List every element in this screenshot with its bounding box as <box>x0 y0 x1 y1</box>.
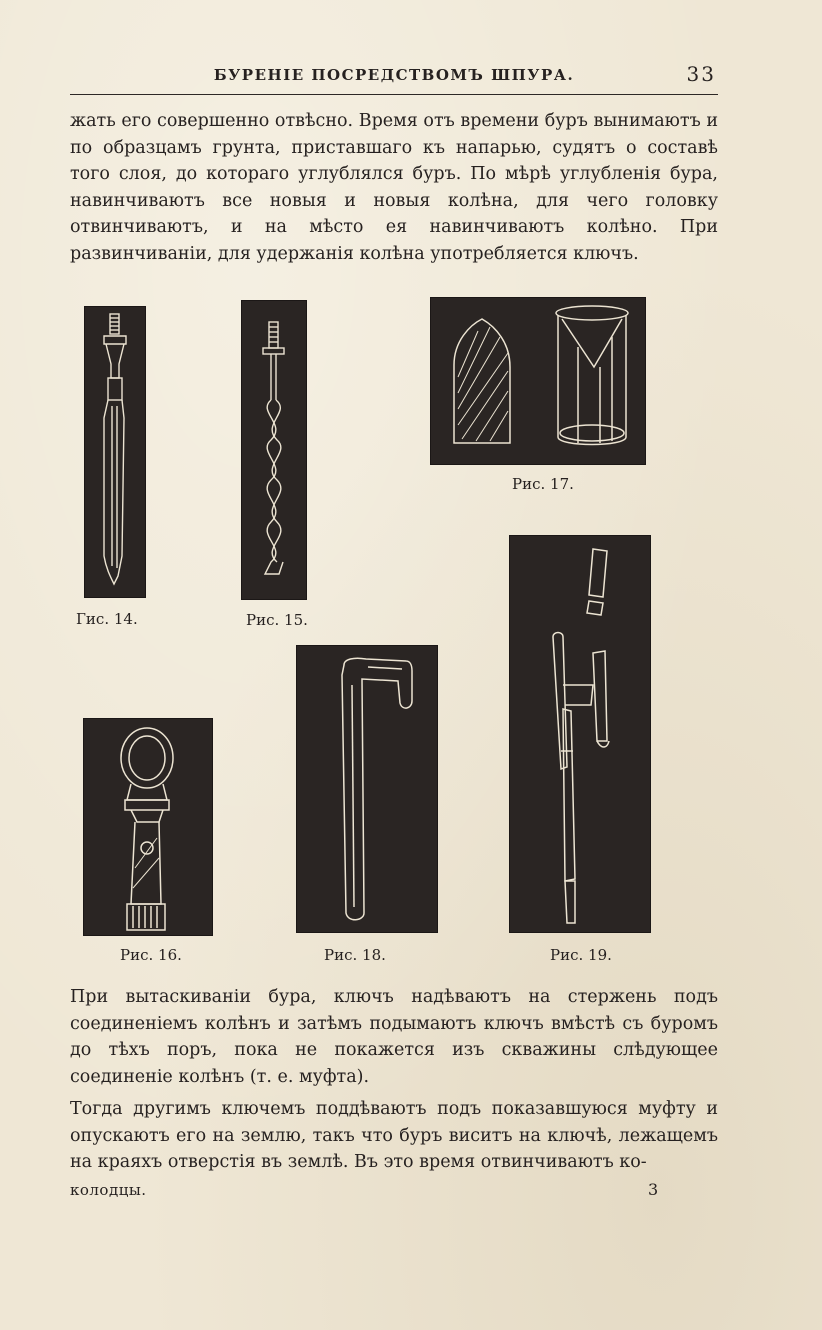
figure-17-bits <box>430 297 646 465</box>
figure-16-swivel <box>83 718 213 936</box>
footer-sheet-number: 3 <box>648 1180 659 1199</box>
caption-fig-14: Гис. 14. <box>76 610 138 628</box>
header-title: БУРЕНІЕ ПОСРЕДСТВОМЪ ШПУРА. <box>213 66 575 84</box>
figure-14-auger <box>84 306 146 598</box>
footer-signature: колодцы. <box>70 1181 147 1199</box>
caption-fig-16: Рис. 16. <box>120 946 182 964</box>
caption-fig-18: Рис. 18. <box>324 946 386 964</box>
paragraph-top: жать его совершенно отвѣсно. Время отъ времени буръ вынимаютъ и по образцамъ грунта, приставшаго къ напарью, судятъ о составѣ того слоя, до котораго углублялся буръ. По мѣрѣ углубленія бура, навинчиваютъ все новыя и новыя колѣна, для чего головку отвинчиваютъ, и на мѣсто ея навинчиваютъ колѣно. При развинчиваніи, для удержанія колѣна употребляется ключъ. <box>70 111 718 264</box>
auger-illustration <box>84 306 146 598</box>
paragraph-middle: При вытаскиваніи бура, ключъ надѣваютъ на стержень подъ соединеніемъ колѣнъ и затѣмъ подымаютъ ключъ вмѣстѣ съ буромъ до тѣхъ поръ, пока не покажется изъ скважины слѣдующее соединеніе колѣнъ (т. е. муфта). <box>70 987 718 1087</box>
caption-fig-15: Рис. 15. <box>246 611 308 629</box>
figure-15-spiral-auger <box>241 300 307 600</box>
figure-19-key <box>509 535 651 933</box>
hook-rod-illustration <box>296 645 438 933</box>
key-illustration <box>509 535 651 933</box>
page-number: 33 <box>686 62 716 86</box>
spiral-auger-illustration <box>241 300 307 600</box>
paragraph-bottom: Тогда другимъ ключемъ поддѣваютъ подъ показавшуюся муфту и опускаютъ его на землю, такъ что буръ виситъ на ключѣ, лежащемъ на краяхъ отверстія въ землѣ. Въ это время отвинчиваютъ ко- <box>70 1099 718 1173</box>
running-header <box>70 58 718 95</box>
caption-fig-17: Рис. 17. <box>512 475 574 493</box>
bits-illustration <box>430 297 646 465</box>
swivel-illustration <box>83 718 213 936</box>
caption-fig-19: Рис. 19. <box>550 946 612 964</box>
figure-18-hook-rod <box>296 645 438 933</box>
